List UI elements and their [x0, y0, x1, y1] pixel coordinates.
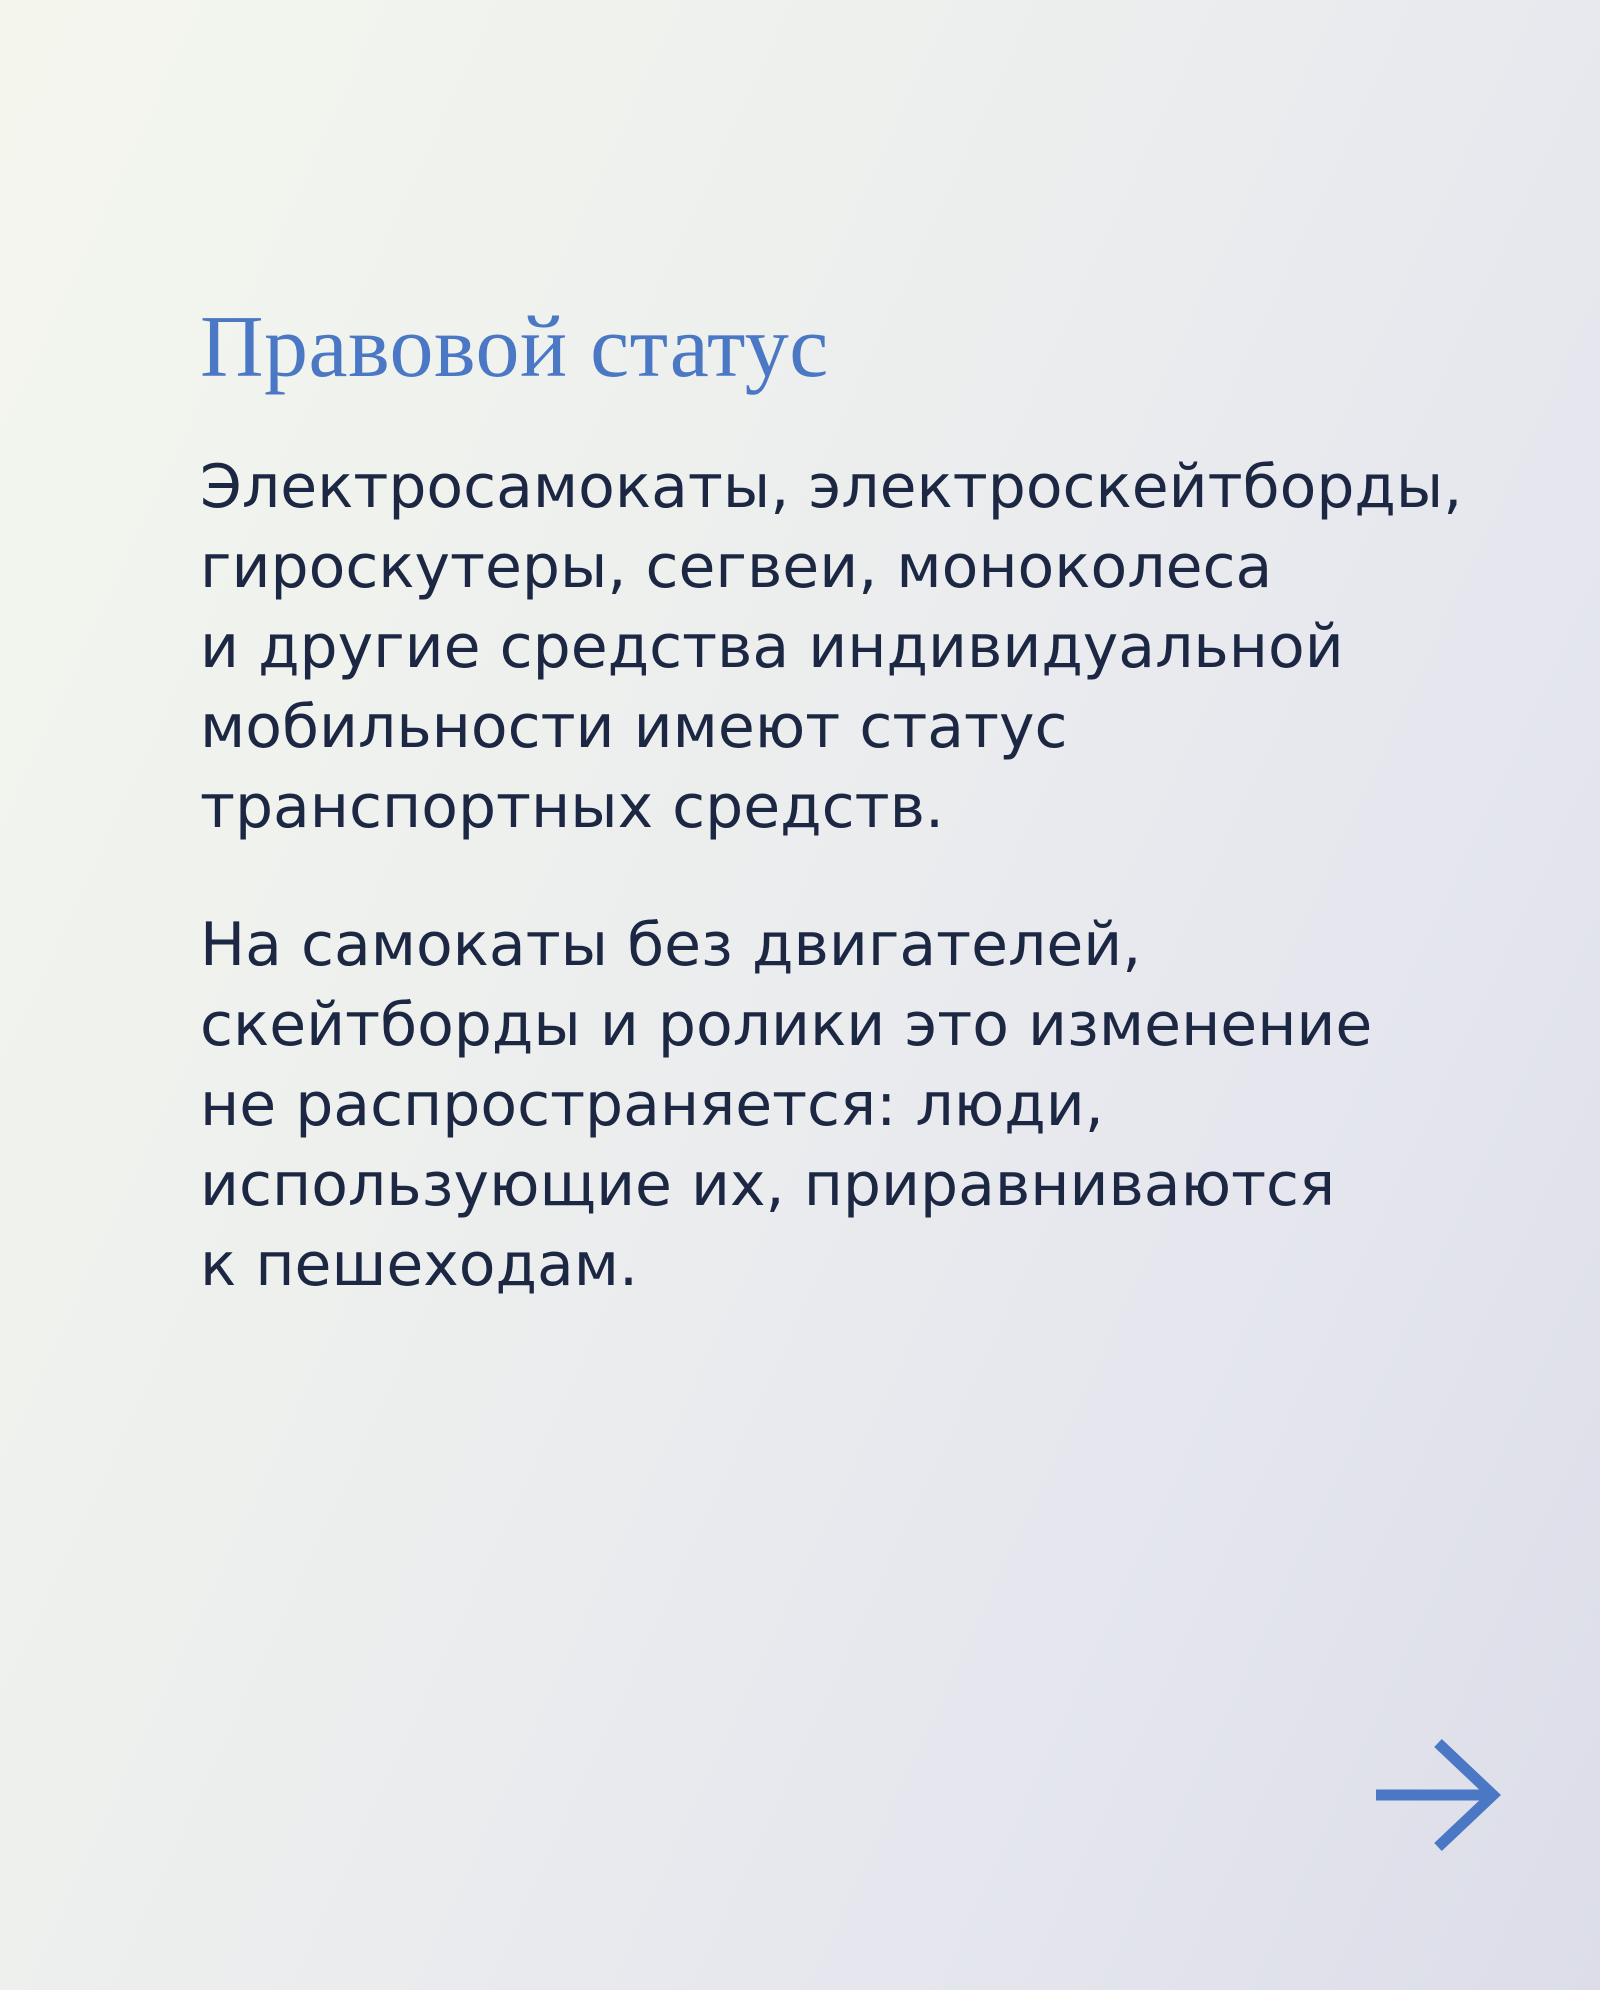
paragraph-line: скейтборды и ролики это изменение: [200, 990, 1373, 1060]
slide-title: Правовой статус: [200, 299, 829, 396]
paragraph-line: Электросамокаты, электроскейтборды,: [200, 452, 1463, 522]
next-slide-button[interactable]: [1374, 1738, 1502, 1852]
paragraph-line: гироскутеры, сегвеи, моноколеса: [200, 532, 1273, 602]
paragraph-line: транспортных средств.: [200, 772, 945, 842]
paragraph-line: и другие средства индивидуальной: [200, 612, 1344, 682]
paragraph-legal-status: [200, 447, 1463, 847]
arrow-right-icon: [1374, 1738, 1502, 1852]
paragraph-line: к пешеходам.: [200, 1230, 639, 1300]
paragraph-line: использующие их, приравниваются: [200, 1150, 1336, 1220]
paragraph-line: не распространяется: люди,: [200, 1070, 1104, 1140]
paragraph-line: На самокаты без двигателей,: [200, 910, 1142, 980]
paragraph-line: мобильности имеют статус: [200, 692, 1068, 762]
paragraph-exceptions: [200, 905, 1460, 1305]
